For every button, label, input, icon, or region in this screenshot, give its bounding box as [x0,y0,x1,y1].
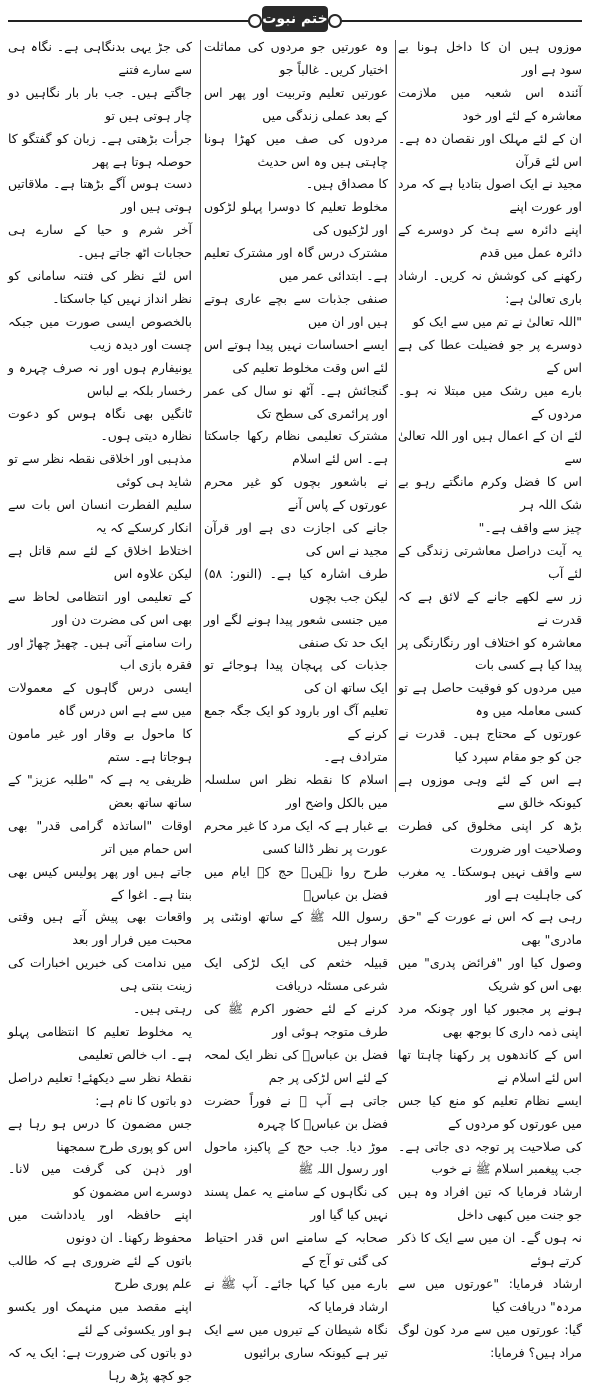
text-line: رات سامنے آتی ہیں۔ چھیڑ چھاڑ اور فقرہ بازی اب [8,634,192,673]
text-line: کے تعلیمی اور انتظامی لحاظ سے بھی اس کی مضرت دن اور [8,588,192,627]
text-line: ارشاد فرمایا: "عورتوں میں سے مردہ" دریافت کیا [398,1275,582,1314]
column-right [398,36,582,1360]
text-line: ہے اس کے لئے وہی موزوں ہے کیونکہ خالق سے [398,772,582,810]
text-line: جاگتے ہیں۔ جب بار بار نگاہیں دو چار ہوتی ہیں تو [8,84,192,123]
text-line: رسول اللہ ﷺ کے ساتھ اونٹنی پر سوار ہیں [204,909,388,948]
text-line: وصول کیا اور "فرائض پدری" میں بھی اس کو شریک [398,955,582,994]
text-line: تعلیم آگ اور بارود کو ایک جگہ جمع کرنے کے [204,703,388,742]
column-divider [395,40,396,792]
text-line: باتوں کے لئے ضروری ہے کہ طالب علم پوری طرح [8,1253,192,1291]
text-line: فضل بن عباسؓ کی نظر ایک لمحہ کے لئے اس لڑکی پر جم [204,1046,388,1085]
text-line: نے باشعور بچوں کو غیر محرم عورتوں کے پاس آنے [204,474,388,513]
text-line: نگاہ شیطان کے تیروں میں سے ایک تیر ہے کیونکہ ساری برائیوں [204,1321,388,1360]
text-line: واقعات بھی پیش آتے ہیں وقتی محبت میں فرار اور بعد [8,909,192,948]
text-line: دوسرے پر جو فضیلت عطا کی ہے اس کے [398,336,582,375]
text-line: صحابہ کے سامنے اس قدر احتیاط کی گئی تو آج کے [204,1230,388,1269]
text-line: جاتی ہے آپ ﷺ نے فوراً حضرت فضل بن عباسؓ کا چہرہ [204,1092,388,1131]
text-line: نہ ہوں گے۔ ان میں سے ایک کا ذکر کرتے ہوئے [398,1230,582,1269]
text-line: رہی ہے کہ اس نے عورت کے "حق مادری" بھی [398,909,582,948]
text-line: بارے میں رشک میں مبتلا نہ ہو۔ مردوں کے [398,382,582,421]
text-line: کی نگاہوں کے سامنے یہ عمل پسند نہیں کیا گیا اور [204,1184,388,1223]
text-line: کی جڑ یہی بدنگاہی ہے۔ نگاہ ہی سے سارے فتنے [8,39,192,77]
text-line: نقطۂ نظر سے دیکھئے! تعلیم دراصل دو باتوں کا نام ہے: [8,1069,192,1108]
text-line: مردوں کی صف میں کھڑا ہونا چاہتی ہیں وہ اس حدیث [204,130,388,169]
text-line: اور ذہن کی گرفت میں لانا۔ دوسرے اس مضمون کو [8,1161,192,1200]
text-line: مجید نے ایک اصول بتادیا ہے کہ مرد اور عورت اپنے [398,176,582,215]
text-line: صنفی جذبات سے بچے عاری ہوتے ہیں اور ان میں [204,290,388,329]
text-line: ٹانگیں بھی نگاہ ہوس کو دعوت نظارہ دیتی ہوں۔ [8,405,192,444]
text-line: میں جنسی شعور پیدا ہونے لگے اور ایک حد تک صنفی [204,611,388,650]
text-line: میں ندامت کی خبریں اخبارات کی زینت بنتی ہی [8,955,192,994]
text-line: موڑ دیا۔ جب حج کے پاکیزہ ماحول اور رسول اللہ ﷺ [204,1138,388,1177]
text-line: معاشرہ کو اختلاف اور رنگارنگی پر پیدا کیا ہے کسی بات [398,634,582,673]
text-line: گنجائش ہے۔ آٹھ نو سال کی عمر اور پرائمری کی سطح تک [204,382,388,421]
text-line: چیز سے واقف ہے۔" [478,520,582,536]
text-line: کرنے کے لئے حضور اکرم ﷺ کی طرف متوجہ ہوئی اور [204,1001,388,1039]
text-line: کا ماحول بے وقار اور غیر مامون ہوجاتا ہے۔ ستم [8,726,192,765]
text-line: اپنے مقصد میں منہمک اور یکسو ہو اور یکسوئی کے لئے [8,1298,192,1337]
text-line: یہ مخلوط تعلیم کا انتظامی پہلو ہے۔ اب خالص تعلیمی [8,1023,192,1062]
text-line: بارے میں کیا کہا جائے۔ آپ ﷺ نے ارشاد فرمایا کہ [204,1275,388,1314]
text-line: قبیلہ خثعم کی ایک لڑکی ایک شرعی مسئلہ دریافت [204,955,388,994]
text-line: اسلام کا نقطہ نظر اس سلسلہ میں بالکل واضح اور [204,772,388,810]
text-line: یہ آیت دراصل معاشرتی زندگی کے لئے آب [398,542,582,581]
text-line: اس کے کاندھوں پر رکھنا چاہتا تھا اس لئے اسلام نے [398,1046,582,1085]
text-line: اپنے دائرہ سے ہٹ کر دوسرے کے دائرہ عمل میں قدم [398,222,582,261]
text-line: جاتے ہیں اور پھر پولیس کیس بھی بنتا ہے۔ اغوا کے [8,863,192,902]
text-line: دو باتوں کی ضرورت ہے: ایک یہ کہ جو کچھ پڑھ رہا [8,1344,192,1383]
text-line: کی صلاحیت پر توجہ دی جاتی ہے۔ جب پیغمبر اسلام ﷺ نے خوب [398,1138,582,1177]
text-line: اپنے حافظہ اور یادداشت میں محفوظ رکھنا۔ ان دونوں [8,1207,192,1246]
text-line: طرح روا نہیں۔ حج کے ایام میں فضل بن عباسؓ [204,863,388,902]
column-divider [200,40,201,792]
text-line: بڑھ کر اپنی مخلوق کی فطرت وصلاحیت اور ضرورت [398,817,582,856]
text-line: رہتی ہیں۔ [133,1001,192,1017]
text-line: لئے ان کے اعمال ہیں اور اللہ تعالیٰ سے [398,428,582,467]
text-line: یونیفارم ہوں اور نہ صرف چہرہ و رخسار بلکہ بے لباس [8,359,192,398]
text-line: مخلوط تعلیم کا دوسرا پہلو لڑکوں اور لڑکیوں کی [204,199,388,238]
text-line: سے واقف نہیں ہوسکتا۔ یہ مغرب کی جاہلیت ہے اور [398,863,582,902]
text-line: عورتوں کے محتاج ہیں۔ قدرت نے جن کو جو مقام سپرد کیا [398,726,582,765]
text-line: میں مردوں کو فوقیت حاصل ہے تو کسی معاملہ میں وہ [398,680,582,719]
text-line: اس کا فضل وکرم مانگتے رہو بے شک اللہ ہر [398,474,582,513]
text-line: اوقات "اساتذہ گرامی قدر" بھی اس حمام میں اتر [8,817,192,856]
text-line: اس لئے نظر کی فتنہ سامانی کو نظر انداز نہیں کیا جاسکتا۔ [8,268,192,306]
section-badge-label: ختم نبوت [262,11,328,27]
text-line: زر سے لکھے جانے کے لائق ہے کہ قدرت نے [398,588,582,627]
text-line: بالخصوص ایسی صورت میں جبکہ چست اور دیدہ زیب [8,313,192,352]
text-line: جس مضمون کا درس ہو رہا ہے اس کو پوری طرح سمجھنا [8,1115,192,1154]
text-line: موزوں ہیں ان کا داخل ہونا بے سود ہے اور [398,39,582,77]
text-line: وہ عورتیں جو مردوں کی مماثلت اختیار کریں۔ غالباً جو [204,39,388,77]
text-line: گیا: عورتوں میں سے مرد کون لوگ مراد ہیں؟ فرمایا: [398,1321,582,1360]
text-line: جانے کی اجازت دی ہے اور قرآن مجید نے اس کی [204,520,388,558]
text-line: آئندہ اس شعبہ میں ملازمت معاشرہ کے لئے اور خود [398,84,582,123]
text-line: ارشاد فرمایا کہ تین افراد وہ ہیں جو جنت میں کبھی داخل [398,1184,582,1223]
text-line: کا مصداق ہیں۔ [305,176,388,192]
text-line: بے غبار ہے کہ ایک مرد کا غیر محرم عورت پر نظر ڈالنا کسی [204,817,388,856]
text-line: "اللہ تعالیٰ نے تم میں سے ایک کو [412,313,582,329]
section-badge [262,6,328,32]
text-line: مذہبی اور اخلاقی نقطہ نظر سے تو شاید ہی کوئی [8,451,192,490]
text-line: ہونے پر مجبور کیا اور چونکہ مرد اپنی ذمہ داری کا بوجھ بھی [398,1001,582,1039]
text-line: مشترک تعلیمی نظام رکھا جاسکتا ہے۔ اس لئے اسلام [204,428,388,467]
text-line: ایسے احساسات نہیں پیدا ہوتے اس لئے اس وقت مخلوط تعلیم کی [204,336,388,375]
text-line: دست ہوس آگے بڑھتا ہے۔ ملاقاتیں ہوتی ہیں اور [8,176,192,215]
text-line: آخر شرم و حیا کے سارے ہی حجابات اٹھ جاتے ہیں۔ [8,222,192,261]
text-line: جرأت بڑھتی ہے۔ زبان کو گفتگو کا حوصلہ ہوتا ہے پھر [8,130,192,169]
text-line: رکھنے کی کوشش نہ کریں۔ ارشاد باری تعالیٰ ہے: [398,268,582,306]
text-line: ایسی درس گاہوں کے معمولات میں سے ہے اس درس گاہ [8,680,192,719]
text-line: سلیم الفطرت انسان اس بات سے انکار کرسکے کہ یہ [8,497,192,536]
text-line: ظریفی یہ ہے کہ "طلبہ عزیز" کے ساتھ ساتھ بعض [8,772,192,810]
text-line: ایسے نظام تعلیم کو منع کیا جس میں عورتوں کو مردوں کے [398,1092,582,1131]
text-line: ان کے لئے مہلک اور نقصان دہ ہے۔ اس لئے قرآن [398,130,582,169]
text-line: جذبات کی پہچان پیدا ہوجائے تو ایک ساتھ ان کی [204,657,388,696]
text-line: طرف اشارہ کیا ہے۔ (النور: ۵۸) لیکن جب بچوں [204,565,388,604]
column-left [8,36,192,1383]
column-middle [204,36,388,1360]
text-line: مشترک درس گاہ اور مشترک تعلیم ہے۔ ابتدائی عمر میں [204,245,388,284]
text-line: مترادف ہے۔ [323,749,388,765]
text-line: عورتیں تعلیم وتربیت اور پھر اس کے بعد عملی زندگی میں [204,84,388,123]
text-line: اختلاط اخلاق کے لئے سم قاتل ہے لیکن علاوہ اس [8,542,192,581]
